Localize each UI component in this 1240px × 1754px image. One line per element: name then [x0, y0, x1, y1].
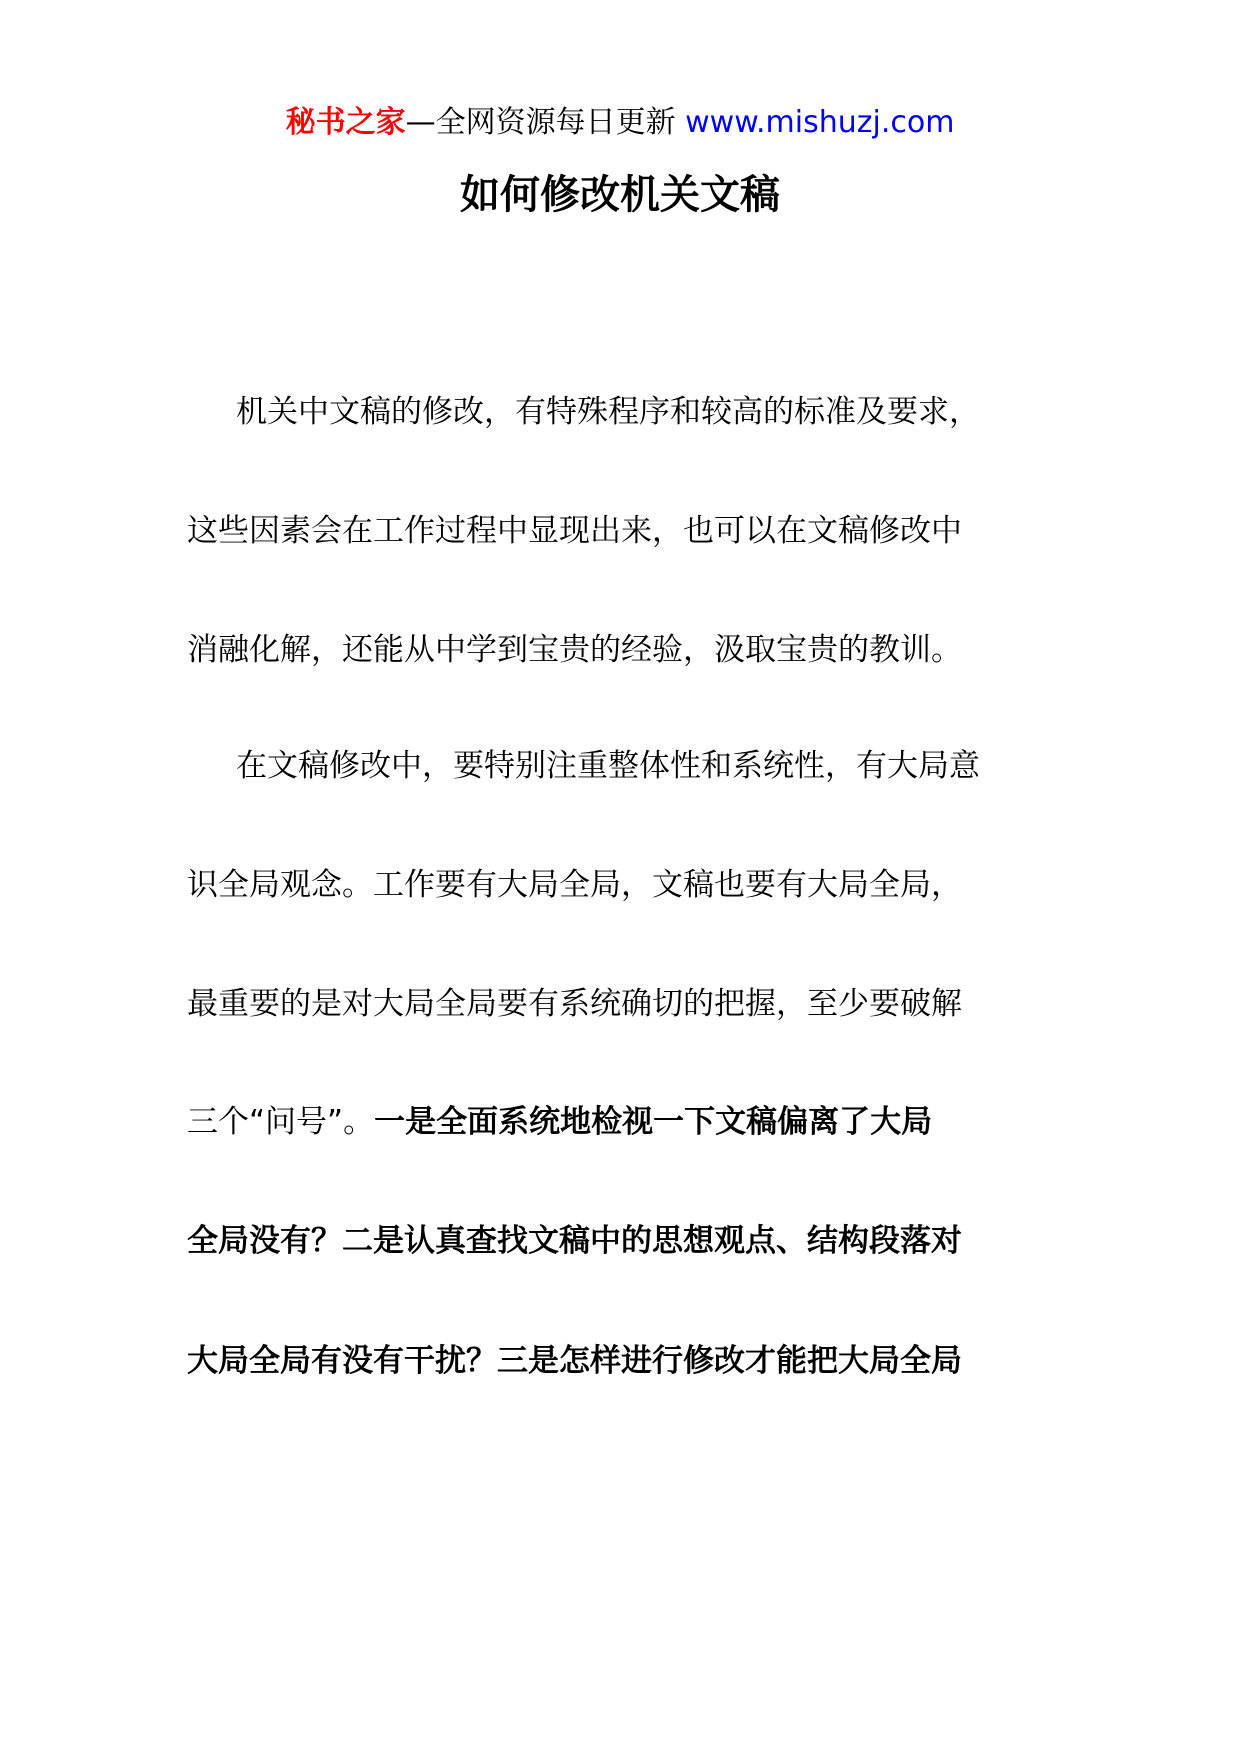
- site-brand: 秘书之家: [285, 105, 406, 140]
- paragraph-2-line-1: 在文稿修改中，要特别注重整体性和系统性，有大局意: [236, 748, 980, 784]
- site-url-link[interactable]: www.mishuzj.com: [685, 105, 955, 140]
- paragraph-2-line-4-normal: 三个“问号”。: [187, 1104, 375, 1140]
- paragraph-2-line-3: 最重要的是对大局全局要有系统确切的把握，至少要破解: [187, 986, 962, 1022]
- paragraph-1-line-3: 消融化解，还能从中学到宝贵的经验，汲取宝贵的教训。: [187, 632, 962, 668]
- paragraph-2-line-5: 全局没有？二是认真查找文稿中的思想观点、结构段落对: [187, 1223, 962, 1259]
- paragraph-2-line-4: [187, 1099, 1055, 1145]
- document-title: 如何修改机关文稿: [460, 172, 780, 218]
- paragraph-1-line-2: 这些因素会在工作过程中显现出来，也可以在文稿修改中: [187, 513, 962, 549]
- paragraph-1-line-1: 机关中文稿的修改，有特殊程序和较高的标准及要求，: [236, 394, 980, 430]
- paragraph-2-line-4-bold: 一是全面系统地检视一下文稿偏离了大局: [374, 1104, 933, 1140]
- site-tagline: —全网资源每日更新: [405, 105, 686, 140]
- site-header: [0, 100, 1240, 146]
- paragraph-2-line-2: 识全局观念。工作要有大局全局，文稿也要有大局全局，: [187, 867, 962, 903]
- paragraph-2-line-6: 大局全局有没有干扰？三是怎样进行修改才能把大局全局: [187, 1343, 962, 1379]
